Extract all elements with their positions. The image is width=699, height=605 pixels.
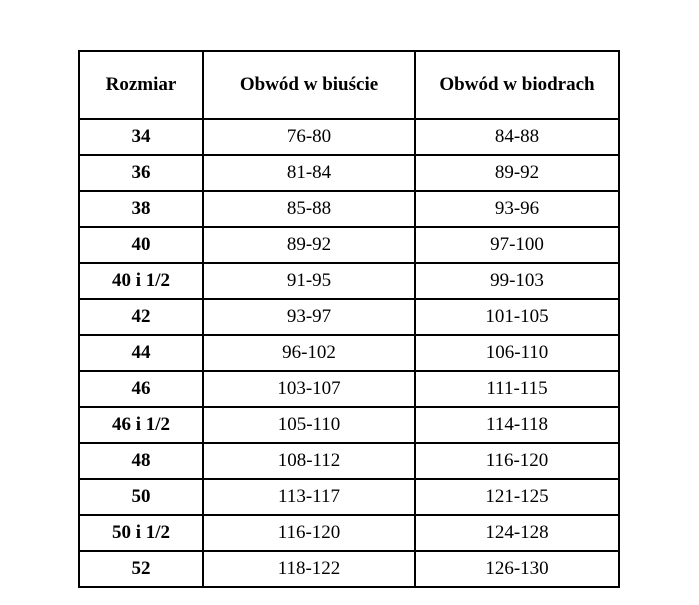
cell-size: 48 <box>79 443 203 479</box>
cell-size: 44 <box>79 335 203 371</box>
table-header <box>79 51 619 119</box>
cell-bust: 91-95 <box>203 263 415 299</box>
table-row <box>79 227 619 263</box>
table-row <box>79 155 619 191</box>
cell-size: 40 <box>79 227 203 263</box>
table-row <box>79 335 619 371</box>
cell-size: 42 <box>79 299 203 335</box>
cell-bust: 85-88 <box>203 191 415 227</box>
cell-hips: 97-100 <box>415 227 619 263</box>
cell-bust: 81-84 <box>203 155 415 191</box>
cell-size: 50 <box>79 479 203 515</box>
cell-bust: 116-120 <box>203 515 415 551</box>
table-row <box>79 119 619 155</box>
cell-size: 46 <box>79 371 203 407</box>
table-row <box>79 515 619 551</box>
size-table-container <box>78 50 618 588</box>
cell-size: 40 i 1/2 <box>79 263 203 299</box>
cell-hips: 126-130 <box>415 551 619 587</box>
cell-hips: 99-103 <box>415 263 619 299</box>
cell-hips: 106-110 <box>415 335 619 371</box>
cell-bust: 105-110 <box>203 407 415 443</box>
table-body <box>79 119 619 587</box>
table-row <box>79 551 619 587</box>
column-header-size: Rozmiar <box>79 51 203 119</box>
cell-hips: 101-105 <box>415 299 619 335</box>
size-chart-table <box>78 50 620 588</box>
cell-bust: 76-80 <box>203 119 415 155</box>
table-row <box>79 263 619 299</box>
cell-size: 36 <box>79 155 203 191</box>
column-header-hips: Obwód w biodrach <box>415 51 619 119</box>
cell-hips: 84-88 <box>415 119 619 155</box>
cell-bust: 96-102 <box>203 335 415 371</box>
cell-bust: 118-122 <box>203 551 415 587</box>
column-header-bust: Obwód w biuście <box>203 51 415 119</box>
cell-size: 50 i 1/2 <box>79 515 203 551</box>
cell-size: 46 i 1/2 <box>79 407 203 443</box>
cell-size: 38 <box>79 191 203 227</box>
table-row <box>79 443 619 479</box>
table-header-row <box>79 51 619 119</box>
cell-hips: 93-96 <box>415 191 619 227</box>
table-row <box>79 191 619 227</box>
table-row <box>79 479 619 515</box>
cell-hips: 89-92 <box>415 155 619 191</box>
cell-bust: 108-112 <box>203 443 415 479</box>
cell-bust: 103-107 <box>203 371 415 407</box>
table-row <box>79 407 619 443</box>
cell-hips: 121-125 <box>415 479 619 515</box>
cell-bust: 93-97 <box>203 299 415 335</box>
cell-hips: 116-120 <box>415 443 619 479</box>
cell-hips: 111-115 <box>415 371 619 407</box>
table-row <box>79 371 619 407</box>
cell-size: 52 <box>79 551 203 587</box>
table-row <box>79 299 619 335</box>
cell-hips: 114-118 <box>415 407 619 443</box>
cell-size: 34 <box>79 119 203 155</box>
cell-bust: 113-117 <box>203 479 415 515</box>
cell-hips: 124-128 <box>415 515 619 551</box>
cell-bust: 89-92 <box>203 227 415 263</box>
